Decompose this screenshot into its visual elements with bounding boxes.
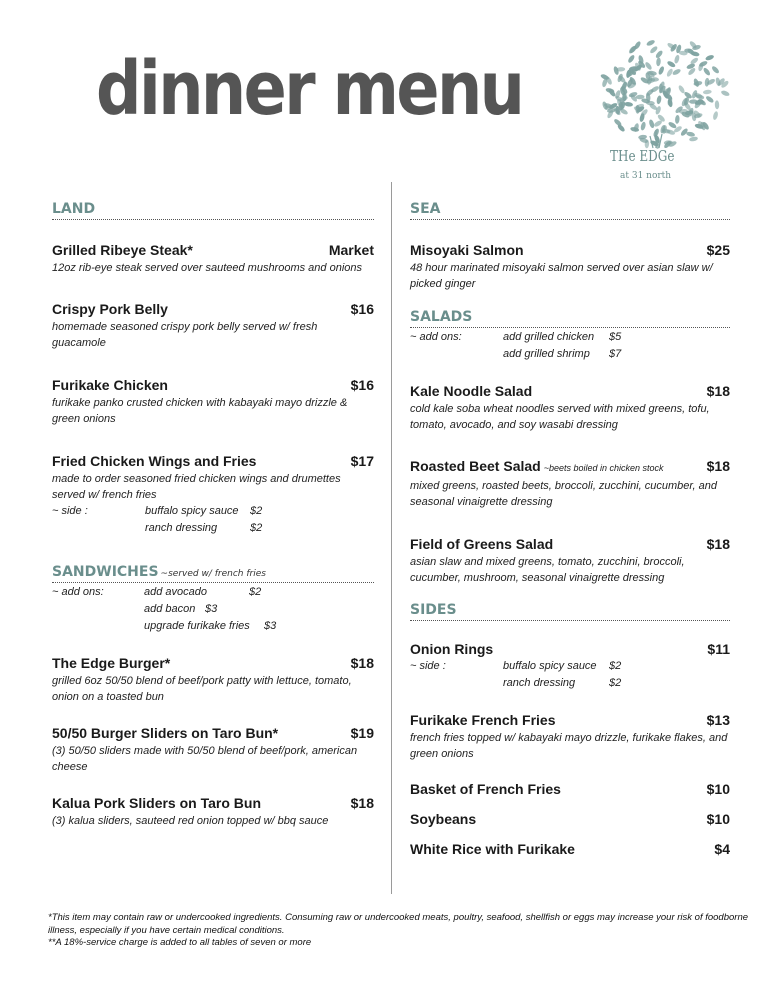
menu-item [410,241,730,292]
option-price: $2 [609,660,622,672]
item-name: Kalua Pork Sliders on Taro Bun [52,795,262,811]
option-name: upgrade furikake fries [144,620,250,632]
option-price: $3 [205,603,218,615]
item-price: $11 [707,641,730,657]
tree-logo-icon [596,30,746,190]
item-price: $18 [350,655,374,671]
item-price: $18 [706,458,730,474]
footer-service-charge: **A 18%-service charge is added to all tables of seven or more [48,937,312,948]
section-sandwiches: SANDWICHES ~served w/ french fries [52,563,374,583]
item-name: Kale Noodle Salad [410,383,533,399]
item-description: cold kale soba wheat noodles served with mixed greens, tofu, tomato, avocado, and soy wasabi dressing [410,403,710,431]
item-price: $18 [706,536,730,552]
addon-options [52,584,374,635]
option-name: buffalo spicy sauce [503,660,597,672]
item-name: Field of Greens Salad [410,536,554,552]
menu-item [410,780,730,798]
item-price: $13 [706,712,730,728]
addons-label: ~ add ons: [52,586,104,598]
option-name: add grilled chicken [503,331,595,343]
item-name: White Rice with Furikake [410,841,575,857]
item-description: grilled 6oz 50/50 blend of beef/pork patty with lettuce, tomato, onion on a toasted bun [52,675,352,703]
item-name: The Edge Burger* [52,655,171,671]
item-price: $25 [706,242,730,258]
menu-item [410,382,730,433]
item-price: Market [328,242,374,258]
logo-name: THe EDGe [610,147,675,165]
item-description: (3) 50/50 sliders made with 50/50 blend of beef/pork, american cheese [52,745,358,773]
item-name: Crispy Pork Belly [52,301,168,317]
addon-options [410,329,730,363]
item-price: $10 [706,781,730,797]
item-name: 50/50 Burger Sliders on Taro Bun* [52,725,279,741]
left-column [52,200,374,829]
option-name: add bacon [144,603,196,615]
item-name: Furikake French Fries [410,712,556,728]
item-description: (3) kalua sliders, sauteed red onion topped w/ bbq sauce [52,815,329,827]
menu-item [52,794,374,829]
option-name: ranch dressing [145,522,218,534]
menu-item [410,535,730,586]
item-price: $18 [706,383,730,399]
right-column [410,200,730,858]
column-divider [391,182,392,894]
addons-label: ~ add ons: [410,331,462,343]
item-name: Misoyaki Salmon [410,242,524,258]
item-description: furikake panko crusted chicken with kabayaki mayo drizzle & green onions [52,397,348,425]
menu-item [52,654,374,705]
side-options [410,658,730,692]
option-price: $7 [609,348,622,360]
menu-title: dinner menu [96,46,523,132]
section-sides: SIDES [410,601,730,621]
side-label: ~ side : [410,660,446,672]
item-note: ~beets boiled in chicken stock [543,463,664,473]
option-price: $5 [609,331,622,343]
menu-item [410,640,730,692]
item-price: $18 [350,795,374,811]
option-price: $3 [264,620,277,632]
menu-item [410,711,730,762]
item-price: $17 [350,453,374,469]
item-description: asian slaw and mixed greens, tomato, zucchini, broccoli, cucumber, mushroom, seasonal vinaigrette dressing [410,556,685,584]
section-sea: SEA [410,200,730,220]
option-name: ranch dressing [503,677,576,689]
menu-item [52,241,374,276]
item-price: $10 [706,811,730,827]
item-name: Fried Chicken Wings and Fries [52,453,257,469]
option-price: $2 [250,505,263,517]
option-name: buffalo spicy sauce [145,505,239,517]
item-name: Furikake Chicken [52,377,168,393]
side-label: ~ side : [52,505,88,517]
menu-item [52,452,374,537]
menu-item [410,810,730,828]
option-price: $2 [609,677,622,689]
item-description: 12oz rib-eye steak served over sauteed mushrooms and onions [52,262,363,274]
item-description: homemade seasoned crispy pork belly served w/ fresh guacamole [52,321,318,349]
footer-raw-warning: *This item may contain raw or undercooked ingredients. Consuming raw or undercooked meats, poultry, seafood, shellfish or eggs may increase your risk of foodborne illness, especially if you have certain medical conditions. [48,912,749,936]
menu-item [410,840,730,858]
menu-item [52,724,374,775]
item-description: mixed greens, roasted beets, broccoli, zucchini, cucumber, and seasonal vinaigrette dressing [410,480,717,508]
menu-item [410,457,730,510]
menu-item [52,376,374,427]
logo-tagline: at 31 north [620,171,672,181]
item-description: french fries topped w/ kabayaki mayo drizzle, furikake flakes, and green onions [410,732,728,760]
item-name: Soybeans [410,811,477,827]
item-description: made to order seasoned fried chicken wings and drumettes served w/ french fries [52,473,341,501]
item-price: $4 [714,841,730,857]
option-name: add avocado [144,586,207,598]
item-name: Basket of French Fries [410,781,561,797]
item-name: Roasted Beet Salad [410,458,541,474]
footer-disclaimer [48,912,748,950]
menu-item [52,300,374,351]
item-name: Onion Rings [410,641,494,657]
item-name: Grilled Ribeye Steak* [52,242,193,258]
item-price: $16 [350,377,374,393]
section-salads: SALADS [410,308,730,328]
item-price: $16 [350,301,374,317]
side-options [52,503,374,537]
option-price: $2 [250,522,263,534]
option-name: add grilled shrimp [503,348,590,360]
item-price: $19 [350,725,374,741]
section-land: LAND [52,200,374,220]
option-price: $2 [249,586,262,598]
item-description: 48 hour marinated misoyaki salmon served over asian slaw w/ picked ginger [410,262,713,290]
